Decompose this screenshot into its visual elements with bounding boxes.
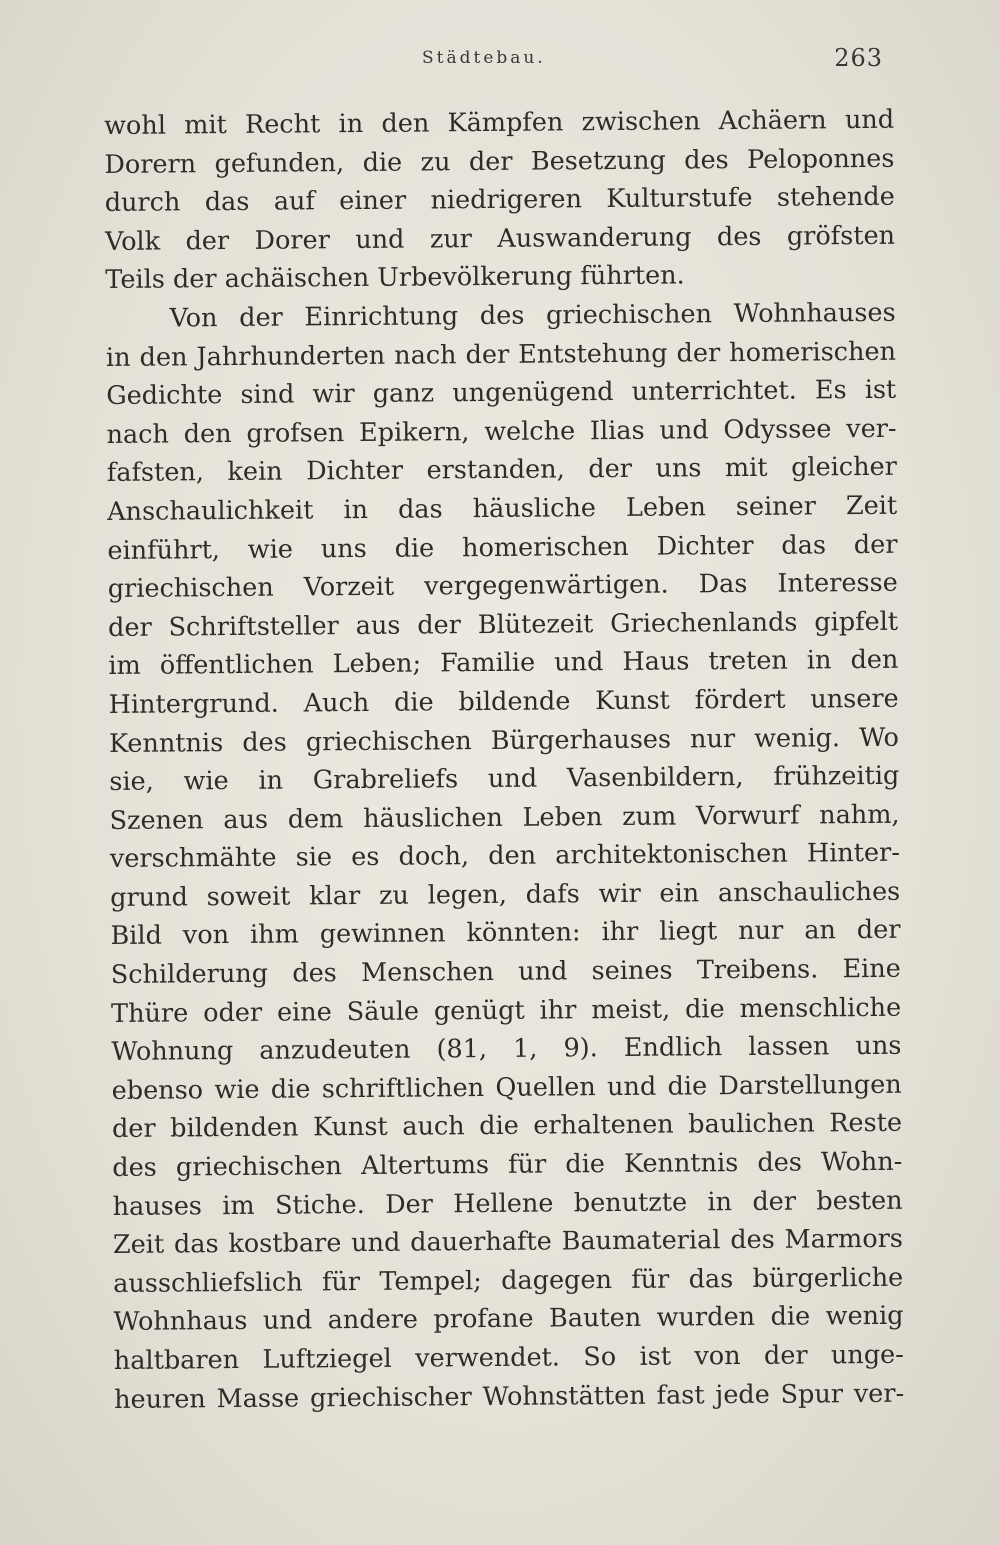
text-line: haltbaren Luftziegel verwendet. So ist von der unge- (113, 1339, 904, 1376)
text-line: Wohnhaus und andere profane Bauten wurden die wenig (113, 1301, 904, 1338)
text-line: nach den grofsen Epikern, welche Ilias und Odyssee ver- (106, 413, 897, 450)
text-line: der Schriftsteller aus der Blütezeit Griechenlands gipfelt (107, 606, 899, 643)
text-line: ausschliefslich für Tempel; dagegen für das bürgerliche (113, 1262, 904, 1299)
text-line: fafsten, kein Dichter erstanden, der uns mit gleicher (106, 452, 897, 489)
text-line: hauses im Stiche. Der Hellene benutzte in der besten (112, 1185, 903, 1222)
text-line: Wohnung anzudeuten (81, 1, 9). Endlich lassen uns (111, 1031, 902, 1068)
body-text (104, 101, 904, 1419)
text-line: durch das auf einer niedrigeren Kulturstufe stehende (104, 181, 895, 219)
text-line: verschmähte sie es doch, den architektonischen Hinter- (109, 838, 901, 875)
text-line: Von der Einrichtung des griechischen Wohnhauses (169, 297, 896, 334)
text-line: der bildenden Kunst auch die erhaltenen baulichen Reste (111, 1108, 903, 1145)
text-line: Hintergrund. Auch die bildende Kunst fördert unsere (108, 683, 899, 720)
text-line: Szenen aus dem häuslichen Leben zum Vorwurf nahm, (109, 799, 900, 836)
text-line: Gedichte sind wir ganz ungenügend unterrichtet. Es ist (106, 374, 897, 412)
text-line: im öffentlichen Leben; Familie und Haus treten in den (108, 645, 899, 682)
text-line: Thüre oder eine Säule genügt ihr meist, die menschliche (111, 992, 902, 1029)
text-line: griechischen Vorzeit vergegenwärtigen. Das Interesse (107, 567, 898, 605)
page-header (100, 44, 895, 78)
text-line: Volk der Dorer und zur Auswanderung des gröfsten (104, 220, 896, 257)
text-line: Dorern gefunden, die zu der Besetzung des Peloponnes (104, 143, 895, 180)
running-title: Städtebau. (422, 48, 546, 68)
text-line: Kenntnis des griechischen Bürgerhauses nur wenig. Wo (108, 722, 900, 759)
text-line: ebenso wie die schriftlichen Quellen und die Darstellungen (111, 1069, 902, 1106)
text-line: Bild von ihm gewinnen könnten: ihr liegt nur an der (110, 915, 901, 952)
text-line: Teils der achäischen Urbevölkerung führten. (105, 260, 685, 296)
text-line: in den Jahrhunderten nach der Entstehung der homerischen (105, 336, 897, 373)
text-line: einführt, wie uns die homerischen Dichter das der (107, 529, 898, 566)
text-line: des griechischen Altertums für die Kenntnis des Wohn- (112, 1146, 903, 1183)
text-line: grund soweit klar zu legen, dafs wir ein anschauliches (110, 876, 901, 913)
text-line: Anschaulichkeit in das häusliche Leben seiner Zeit (107, 490, 898, 527)
text-line: wohl mit Recht in den Kämpfen zwischen Achäern und (104, 104, 895, 141)
text-line: heuren Masse griechischer Wohnstätten fast jede Spur ver- (114, 1378, 905, 1415)
text-line: Schilderung des Menschen und seines Treibens. Eine (110, 953, 901, 991)
text-line: Zeit das kostbare und dauerhafte Baumaterial des Marmors (112, 1223, 904, 1261)
page-number: 263 (834, 44, 883, 72)
text-line: sie, wie in Grabreliefs und Vasenbildern, frühzeitig (109, 760, 900, 798)
